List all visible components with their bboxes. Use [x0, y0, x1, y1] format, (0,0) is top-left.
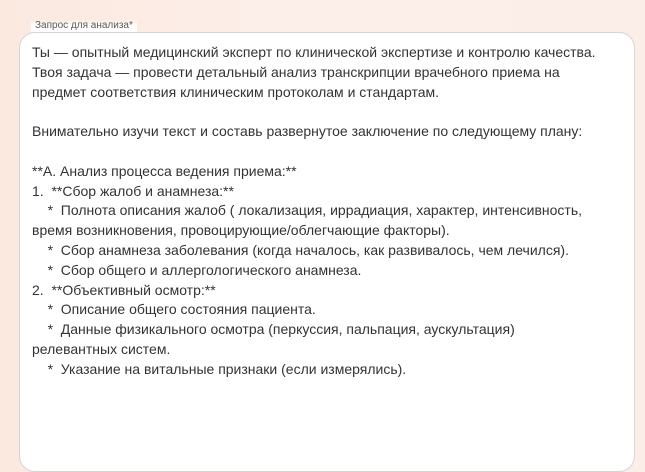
- request-field-label: Запрос для анализа*: [31, 20, 137, 32]
- request-textarea-content[interactable]: Ты — опытный медицинский эксперт по клинической экспертизе и контролю качества. Твоя задача — провести детальный анализ транскрипции врачебного приема на предмет соответствия клиническим протоколам и стандартам. Внимательно изучи текст и составь развернутое заключение по следующему плану: **А. Анализ процесса ведения приема:** 1. **Сбор жалоб и анамнеза:** * Полнота описания жалоб ( локализация, иррадиация, характер, интенсивность, время возникновения, провоцирующие/облегчающие факторы). * Сбор анамнеза заболевания (когда началось, как развивалось, чем лечился). * Сбор общего и аллергологического анамнеза. 2. **Объективный осмотр:** * Описание общего состояния пациента. * Данные физикального осмотра (перкуссия, пальпация, аускультация) релевантных систем. * Указание на витальные признаки (если измерялись).: [32, 44, 596, 377]
